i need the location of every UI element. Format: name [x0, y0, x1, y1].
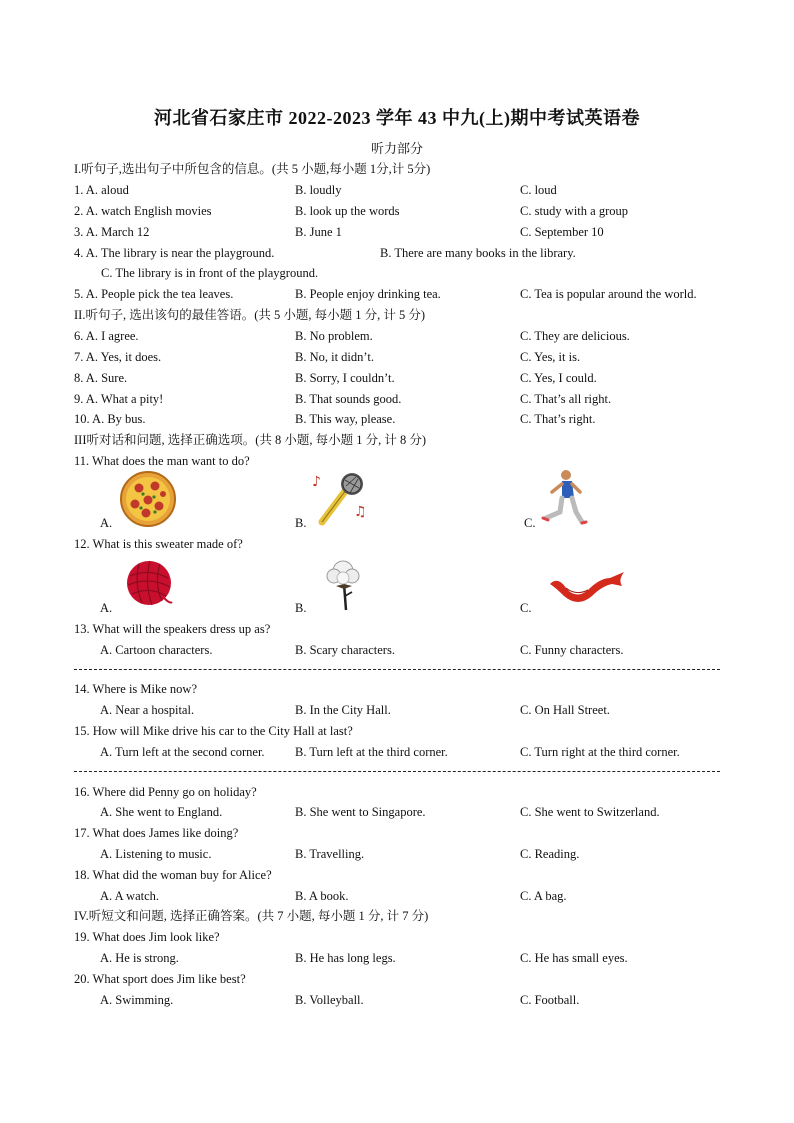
- q17-option-b: B. Travelling.: [295, 847, 365, 861]
- q5-option-b: B. People enjoy drinking tea.: [295, 287, 441, 301]
- q9-option-c: C. That’s all right.: [520, 392, 612, 406]
- q1-option-c: C. loud: [520, 183, 557, 197]
- q2-option-c: C. study with a group: [520, 204, 628, 218]
- q18-option-a: A. A watch.: [100, 889, 160, 903]
- q2-option-a: 2. A. watch English movies: [74, 204, 212, 218]
- q16-question: 16. Where did Penny go on holiday?: [74, 785, 257, 799]
- section-heading-3: III听对话和问题, 选择正确选项。(共 8 小题, 每小题 1 分, 计 8 分): [74, 433, 427, 447]
- q7-option-b: B. No, it didn’t.: [295, 350, 374, 364]
- q1-option-b: B. loudly: [295, 183, 342, 197]
- q18-option-c: C. A bag.: [520, 889, 567, 903]
- q12-option-c: C.: [520, 601, 532, 615]
- q11-option-a: A.: [100, 516, 113, 530]
- svg-text:♫: ♫: [354, 504, 367, 520]
- section-heading-1: I.听句子,选出句子中所包含的信息。(共 5 小题,每小题 1分,计 5分): [74, 162, 431, 176]
- q16-option-c: C. She went to Switzerland.: [520, 805, 660, 819]
- q17-question: 17. What does James like doing?: [74, 826, 239, 840]
- q20-option-b: B. Volleyball.: [295, 993, 364, 1007]
- q17-option-a: A. Listening to music.: [100, 847, 212, 861]
- q13-question: 13. What will the speakers dress up as?: [74, 622, 271, 636]
- section-divider: [74, 771, 720, 772]
- cotton-flower-icon: [322, 556, 364, 612]
- q19-question: 19. What does Jim look like?: [74, 930, 220, 944]
- q8-option-c: C. Yes, I could.: [520, 371, 597, 385]
- q13-option-a: A. Cartoon characters.: [100, 643, 213, 657]
- q7-option-a: 7. A. Yes, it does.: [74, 350, 162, 364]
- q12-option-a: A.: [100, 601, 113, 615]
- q14-question: 14. Where is Mike now?: [74, 682, 198, 696]
- q5-option-c: C. Tea is popular around the world.: [520, 287, 697, 301]
- q4-option-c: C. The library is in front of the playground.: [101, 266, 319, 280]
- q10-option-b: B. This way, please.: [295, 412, 396, 426]
- q19-option-a: A. He is strong.: [100, 951, 179, 965]
- q3-option-b: B. June 1: [295, 225, 342, 239]
- section-heading-4: IV.听短文和问题, 选择正确答案。(共 7 小题, 每小题 1 分, 计 7 分): [74, 909, 429, 923]
- q8-option-b: B. Sorry, I couldn’t.: [295, 371, 395, 385]
- q20-option-a: A. Swimming.: [100, 993, 174, 1007]
- q5-option-a: 5. A. People pick the tea leaves.: [74, 287, 234, 301]
- q6-option-c: C. They are delicious.: [520, 329, 630, 343]
- q12-option-b: B.: [295, 601, 307, 615]
- q9-option-b: B. That sounds good.: [295, 392, 402, 406]
- q14-option-b: B. In the City Hall.: [295, 703, 391, 717]
- q4-option-b: B. There are many books in the library.: [380, 246, 576, 260]
- q11-question: 11. What does the man want to do?: [74, 454, 250, 468]
- q11-option-c: C.: [524, 516, 536, 530]
- pizza-icon: [119, 470, 177, 528]
- section-heading-2: II.听句子, 选出该句的最佳答语。(共 5 小题, 每小题 1 分, 计 5 分): [74, 308, 426, 322]
- microphone-icon: [310, 468, 370, 528]
- q15-option-c: C. Turn right at the third corner.: [520, 745, 680, 759]
- q16-option-a: A. She went to England.: [100, 805, 223, 819]
- q17-option-c: C. Reading.: [520, 847, 580, 861]
- section-divider: [74, 669, 720, 670]
- q3-option-c: C. September 10: [520, 225, 604, 239]
- q20-option-c: C. Football.: [520, 993, 580, 1007]
- q15-option-b: B. Turn left at the third corner.: [295, 745, 448, 759]
- page-title: 河北省石家庄市 2022-2023 学年 43 中九(上)期中考试英语卷: [154, 108, 640, 128]
- svg-text:♪: ♪: [312, 474, 321, 490]
- q9-option-a: 9. A. What a pity!: [74, 392, 164, 406]
- q18-option-b: B. A book.: [295, 889, 349, 903]
- q2-option-b: B. look up the words: [295, 204, 400, 218]
- q18-question: 18. What did the woman buy for Alice?: [74, 868, 272, 882]
- q10-option-a: 10. A. By bus.: [74, 412, 146, 426]
- q3-option-a: 3. A. March 12: [74, 225, 150, 239]
- q6-option-b: B. No problem.: [295, 329, 373, 343]
- q7-option-c: C. Yes, it is.: [520, 350, 581, 364]
- runner-icon: [540, 468, 588, 528]
- q14-option-c: C. On Hall Street.: [520, 703, 610, 717]
- q14-option-a: A. Near a hospital.: [100, 703, 195, 717]
- q16-option-b: B. She went to Singapore.: [295, 805, 426, 819]
- q8-option-a: 8. A. Sure.: [74, 371, 128, 385]
- wool-yarn-icon: [124, 558, 174, 608]
- q13-option-b: B. Scary characters.: [295, 643, 395, 657]
- q12-question: 12. What is this sweater made of?: [74, 537, 243, 551]
- q4-option-a: 4. A. The library is near the playground.: [74, 246, 275, 260]
- q11-option-b: B.: [295, 516, 307, 530]
- q6-option-a: 6. A. I agree.: [74, 329, 139, 343]
- q20-question: 20. What sport does Jim like best?: [74, 972, 246, 986]
- q1-option-a: 1. A. aloud: [74, 183, 129, 197]
- q19-option-b: B. He has long legs.: [295, 951, 396, 965]
- silk-scarf-icon: [548, 566, 626, 604]
- q10-option-c: C. That’s right.: [520, 412, 596, 426]
- q15-option-a: A. Turn left at the second corner.: [100, 745, 265, 759]
- q15-question: 15. How will Mike drive his car to the City Hall at last?: [74, 724, 353, 738]
- q13-option-c: C. Funny characters.: [520, 643, 624, 657]
- q19-option-c: C. He has small eyes.: [520, 951, 628, 965]
- page-subtitle: 听力部分: [370, 141, 423, 156]
